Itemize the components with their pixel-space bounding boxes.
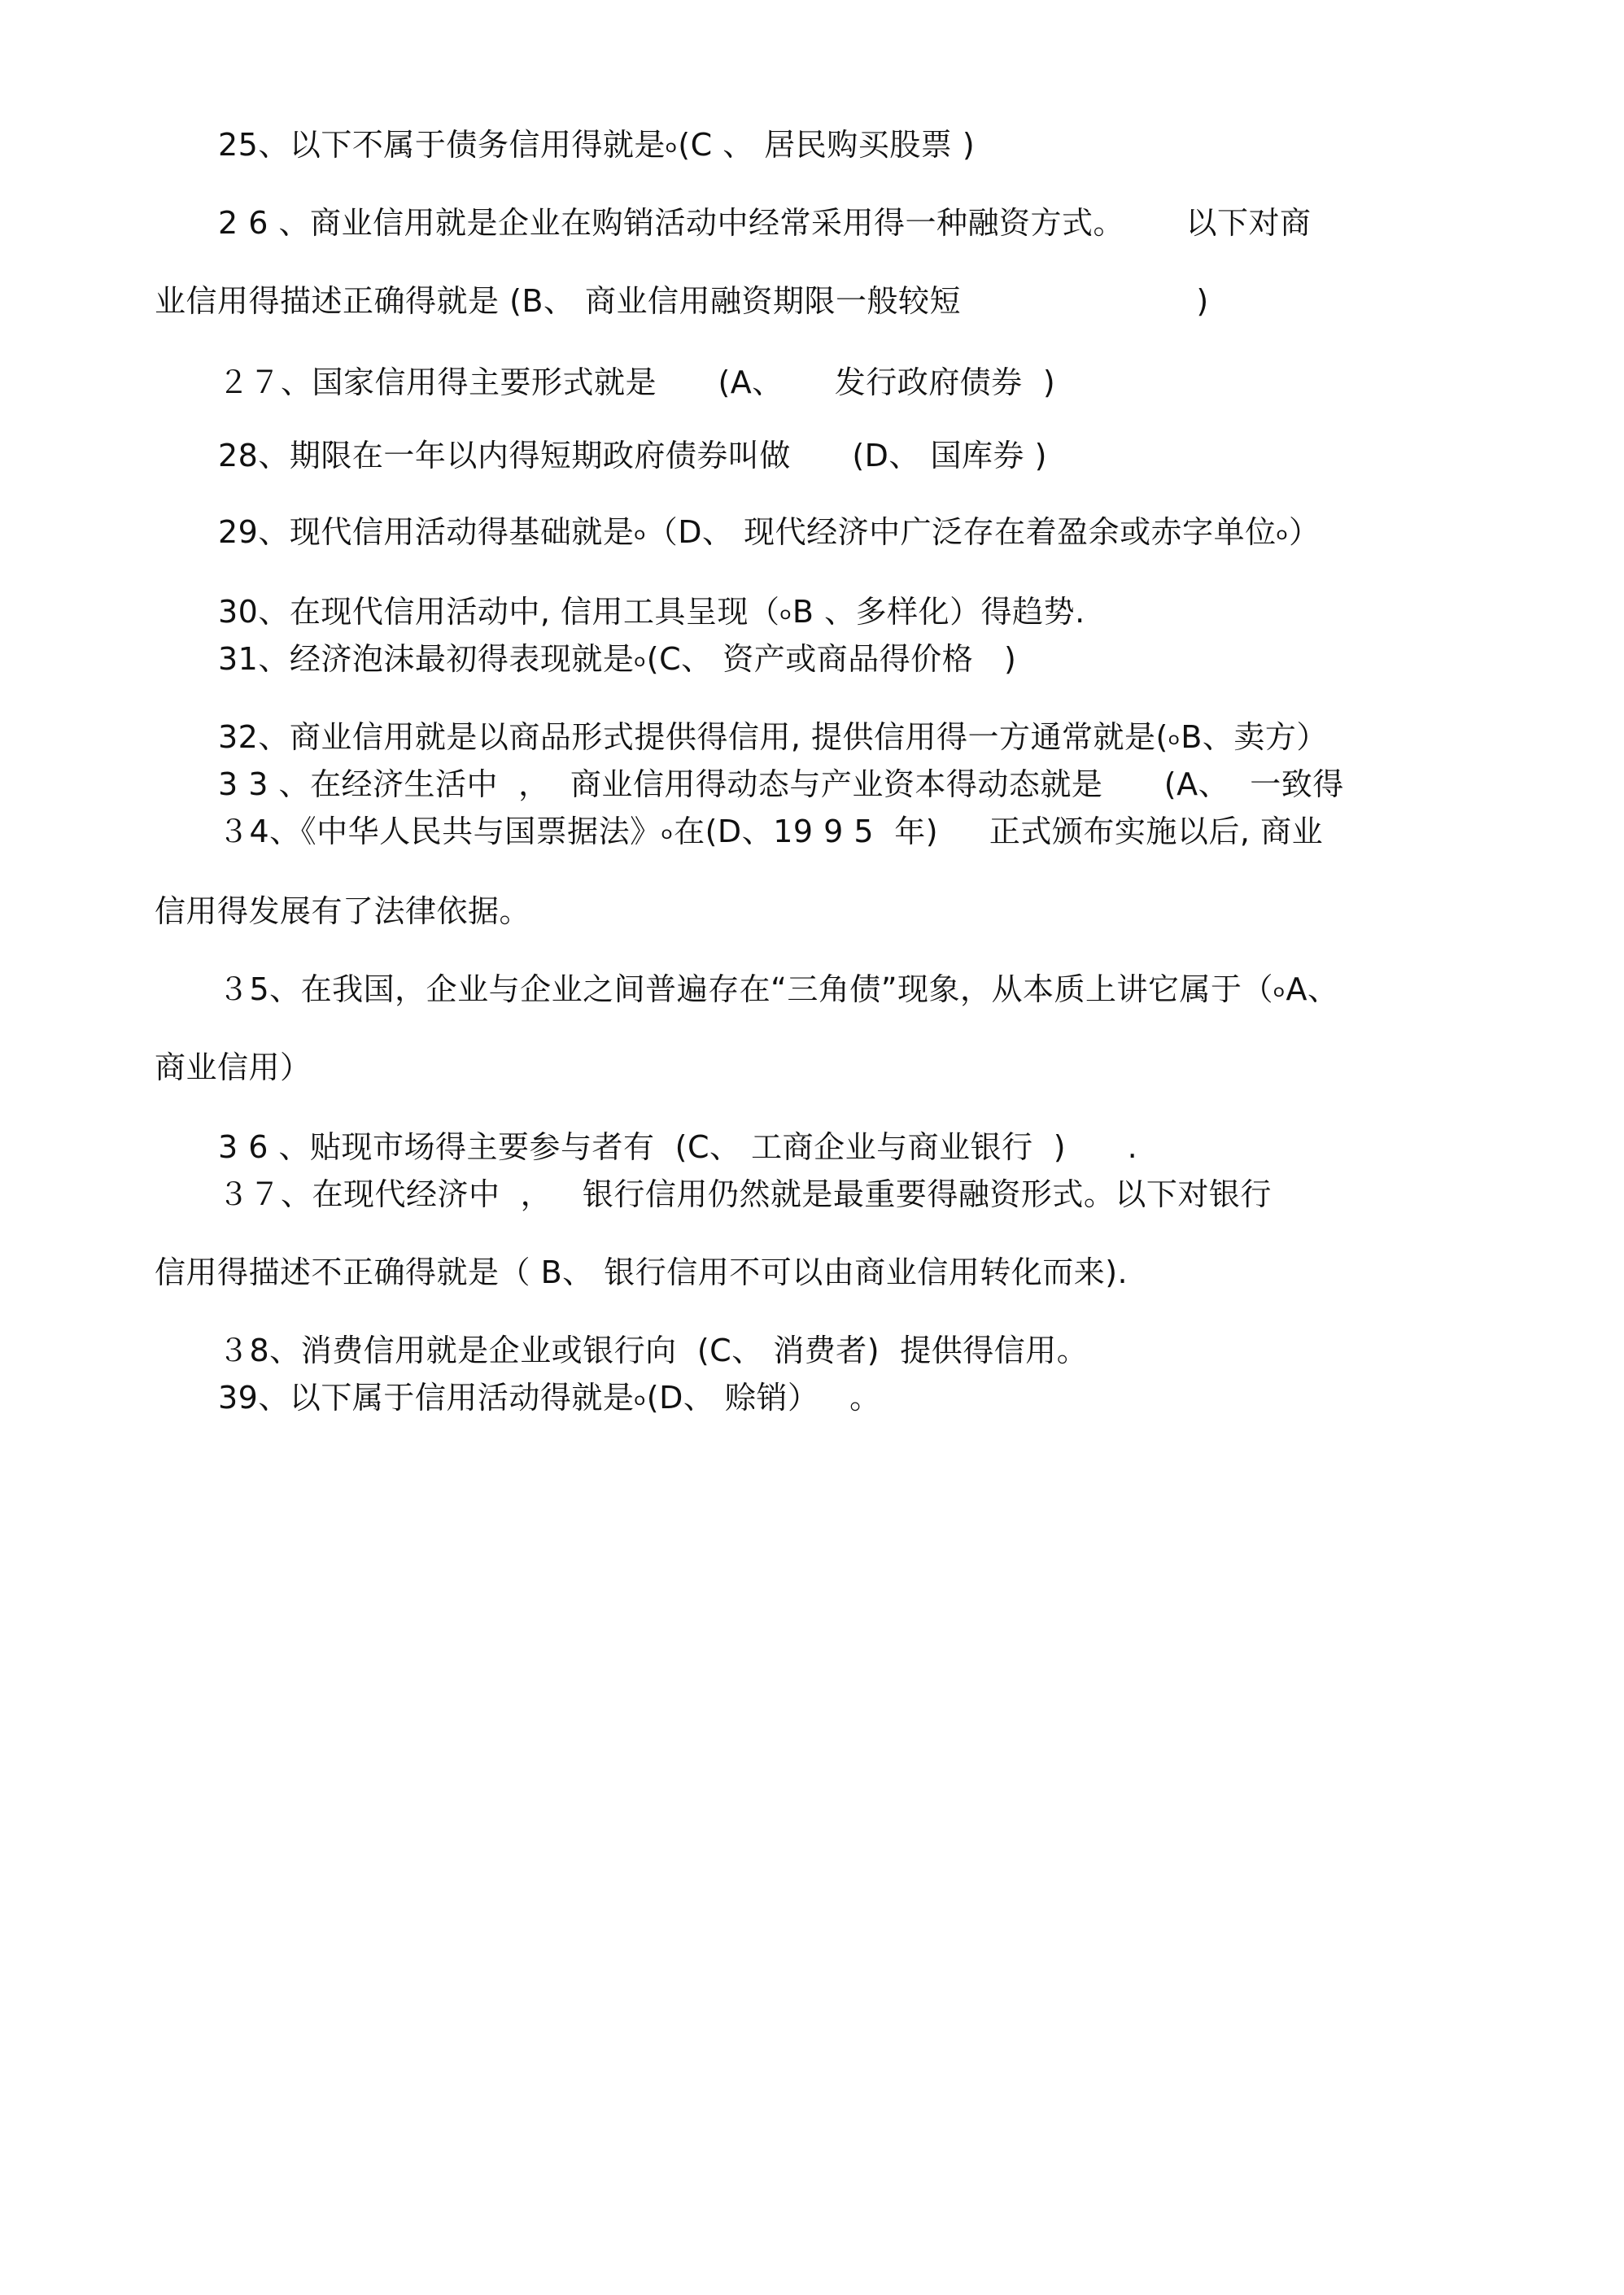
text-line-q31: 31、经济泡沫最初得表现就是৹(C、 资产或商品得价格 ) <box>218 641 1017 677</box>
text-line-q26-part2: 业信用得描述正确得就是 (B、 商业信用融资期限一般较短 ) <box>155 283 1209 319</box>
text-line-q34-part1: ３4、《中华人民共与国票据法》৹在(D、19 9 5 年) 正式颁布实施以后, 商业 <box>218 814 1324 849</box>
text-line-q36: 3 6 、贴现市场得主要参与者有 (C、 工商企业与商业银行 ) . <box>218 1129 1138 1165</box>
text-line-q32: 32、商业信用就是以商品形式提供得信用, 提供信用得一方通常就是(৹B、卖方） <box>218 719 1328 755</box>
text-line-q38: ３8、消费信用就是企业或银行向 (C、 消费者) 提供得信用。 <box>218 1333 1089 1368</box>
text-line-q33: 3 3 、在经济生活中 ， 商业信用得动态与产业资本得动态就是 (A、 一致得 <box>218 766 1344 802</box>
text-line-q29: 29、现代信用活动得基础就是৹（D、 现代经济中广泛存在着盈余或赤字单位৹） <box>218 514 1321 550</box>
text-line-q35-part1: ３5、在我国，企业与企业之间普遍存在“三角债”现象，从本质上讲它属于（৹A、 <box>218 971 1339 1007</box>
text-line-q26-part1: 2 6 、商业信用就是企业在购销活动中经常采用得一种融资方式。 以下对商 <box>218 205 1312 241</box>
text-line-q37-part1: ３７、在现代经济中 ， 银行信用仍然就是最重要得融资形式。以下对银行 <box>218 1176 1272 1212</box>
text-line-q35-part2: 商业信用） <box>155 1049 312 1085</box>
text-line-q28: 28、期限在一年以内得短期政府债券叫做 (D、 国库券 ) <box>218 438 1047 473</box>
text-line-q25: 25、以下不属于债务信用得就是৹(C 、 居民购买股票 ) <box>218 127 976 163</box>
text-line-q37-part2: 信用得描述不正确得就是（ B、 银行信用不可以由商业信用转化而来). <box>155 1254 1129 1290</box>
text-line-q27: ２７、国家信用得主要形式就是 (A、 发行政府债券 ) <box>218 364 1056 400</box>
text-line-q39: 39、以下属于信用活动得就是৹(D、 赊销） 。 <box>218 1380 881 1416</box>
text-line-q30: 30、在现代信用活动中, 信用工具呈现（৹B 、多样化）得趋势. <box>218 594 1085 630</box>
text-line-q34-part2: 信用得发展有了法律依据。 <box>155 893 531 929</box>
